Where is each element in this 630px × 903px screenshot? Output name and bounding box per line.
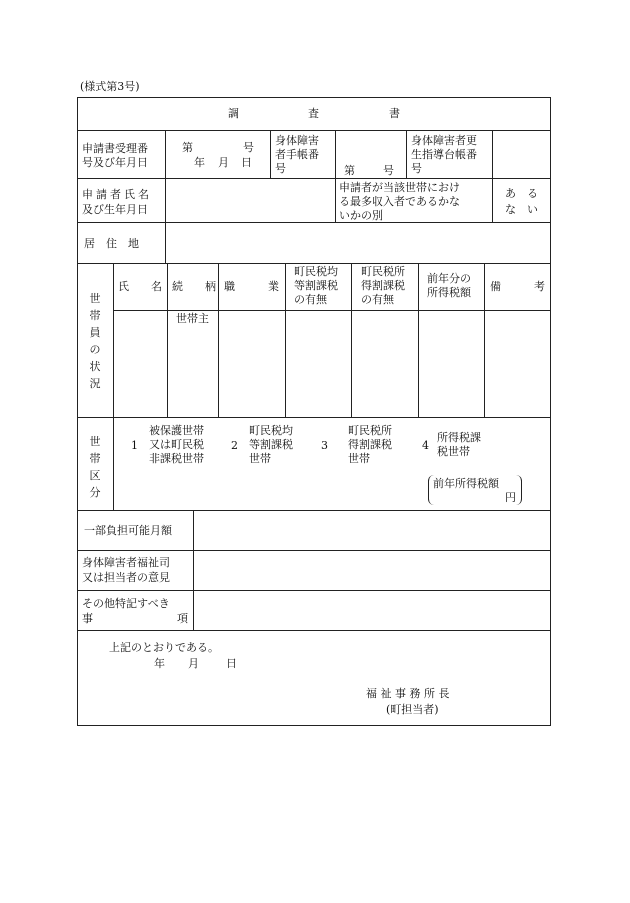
rule (77, 130, 551, 131)
techo-label: 身体障害 (275, 134, 319, 147)
header-town-income: の有無 (361, 293, 394, 306)
header-town-equal: 等割課税 (294, 279, 338, 292)
header-prev-tax: 所得税額 (427, 286, 471, 299)
applicant-label: 及び生年月日 (82, 203, 148, 216)
rule (193, 510, 194, 630)
rule (113, 310, 551, 311)
title-char: 書 (389, 107, 400, 120)
max-income-question: いかの別 (339, 209, 383, 222)
header-relation: 続 柄 (172, 280, 216, 293)
max-income-question: 申請者が当該世帯におけ (339, 181, 460, 194)
rule (77, 417, 551, 418)
category-text: 等割課税 (249, 438, 293, 451)
koseishido-label: 号 (411, 162, 422, 175)
statement: 上記のとおりである。 (109, 641, 219, 654)
nai-option: な い (505, 203, 538, 216)
rule (77, 550, 551, 551)
burden-label: 一部負担可能月額 (84, 524, 172, 537)
category-text: 非課税世帯 (149, 452, 204, 465)
aru-option: あ る (505, 187, 538, 200)
rule (77, 263, 551, 264)
town-staff: (町担当者) (386, 703, 439, 716)
applicant-label: 申請者氏名 (82, 188, 152, 201)
other-label: 事 (82, 612, 93, 625)
rule (406, 130, 407, 178)
opinion-label: 又は担当者の意見 (82, 571, 170, 584)
category-text: 又は町民税 (149, 438, 204, 451)
form-label: (様式第3号) (80, 80, 140, 93)
header-remarks: 備 考 (490, 280, 545, 293)
category-num: 3 (321, 439, 328, 452)
category-text: 税世帯 (437, 445, 470, 458)
opinion-label: 身体障害者福祉司 (82, 556, 170, 569)
header-job: 職 業 (224, 280, 279, 293)
category-text: 世帯 (249, 452, 271, 465)
other-label: その他特記すべき (82, 597, 170, 610)
koseishido-label: 身体障害者更 (411, 134, 477, 147)
title-char: 調 (228, 107, 239, 120)
rule (270, 130, 271, 178)
rule (165, 130, 166, 178)
rule (113, 263, 114, 510)
rule (165, 222, 166, 263)
prev-income-tax-label: 前年所得税額 (433, 477, 499, 490)
rule (492, 130, 493, 178)
rule (165, 178, 166, 222)
rule (218, 263, 219, 417)
category-num: 4 (422, 439, 429, 452)
month-label: 月 (218, 156, 229, 169)
rule (77, 630, 551, 631)
footer-year: 年 (154, 657, 165, 670)
day-label: 日 (241, 156, 252, 169)
header-town-equal: 町民税均 (294, 265, 338, 278)
techo-go-label: 号 (383, 164, 394, 177)
footer-day: 日 (226, 657, 237, 670)
category-text: 町民税均 (249, 424, 293, 437)
go-label: 号 (243, 141, 254, 154)
rule (492, 178, 493, 222)
rule (335, 178, 336, 222)
address-label: 居 住 地 (84, 237, 139, 250)
category-text: 被保護世帯 (149, 424, 204, 437)
category-text: 所得税課 (437, 431, 481, 444)
header-town-income: 得割課税 (361, 279, 405, 292)
techo-dai-label: 第 (344, 164, 355, 177)
header-prev-tax: 前年分の (427, 272, 471, 285)
rule (484, 263, 485, 417)
year-label: 年 (194, 156, 205, 169)
rule (77, 510, 551, 511)
other-label: 項 (177, 612, 188, 625)
rule (167, 263, 168, 417)
category-num: 2 (231, 439, 238, 452)
footer-month: 月 (188, 657, 199, 670)
rule (77, 178, 551, 179)
koseishido-label: 生指導台帳番 (411, 148, 477, 161)
category-text: 得割課税 (348, 438, 392, 451)
techo-label: 号 (275, 162, 286, 175)
header-name: 氏 名 (118, 280, 162, 293)
category-num: 1 (131, 439, 138, 452)
yen-label: 円 (505, 491, 516, 504)
receipt-label: 号及び年月日 (82, 156, 148, 169)
max-income-question: る最多収入者であるかな (339, 195, 460, 208)
title-char: 査 (308, 107, 319, 120)
techo-label: 者手帳番 (275, 148, 319, 161)
office-head: 福 祉 事 務 所 長 (366, 687, 450, 700)
header-town-equal: の有無 (294, 293, 327, 306)
header-town-income: 町民税所 (361, 265, 405, 278)
dai-label: 第 (182, 141, 193, 154)
head-of-household: 世帯主 (176, 312, 209, 325)
category-text: 世帯 (348, 452, 370, 465)
rule (351, 263, 352, 417)
rule (335, 130, 336, 178)
category-side-label: 世帯区分 (89, 435, 101, 499)
category-text: 町民税所 (348, 424, 392, 437)
members-side-label: 世帯員の状況 (89, 292, 101, 390)
rule (77, 590, 551, 591)
rule (285, 263, 286, 417)
rule (418, 263, 419, 417)
receipt-label: 申請書受理番 (82, 142, 148, 155)
rule (77, 222, 551, 223)
